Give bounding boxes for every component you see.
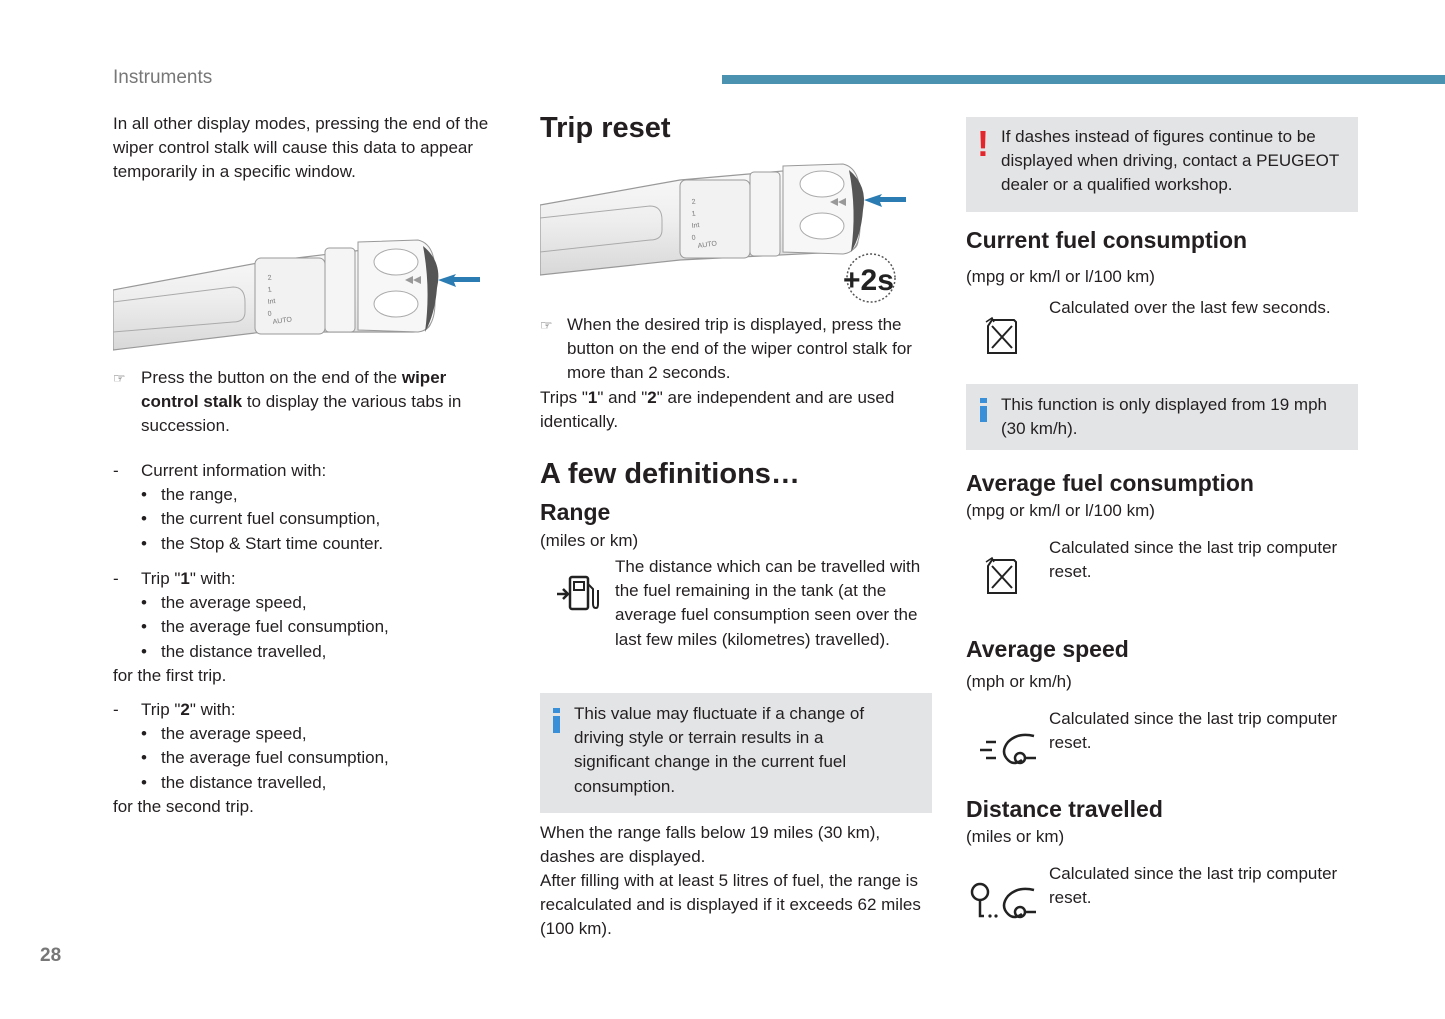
range-heading: Range <box>540 499 611 525</box>
hand-pointer-icon: ☞ <box>113 370 126 386</box>
current-fuel-units: (mpg or km/l or l/100 km) <box>966 267 1155 286</box>
distance-heading: Distance travelled <box>966 796 1163 822</box>
section-title: Instruments <box>113 67 213 88</box>
info-icon <box>553 708 560 713</box>
average-speed-heading: Average speed <box>966 636 1129 662</box>
distance-icon <box>968 880 1038 922</box>
range-description: The distance which can be travelled with the fuel remaining in the tank (at the average fuel consumption seen over the last few miles (kilometres) travelled). <box>615 557 921 649</box>
range-low-text: When the range falls below 19 miles (30 km), dashes are displayed. <box>540 823 881 867</box>
svg-text:1: 1 <box>267 286 273 294</box>
hand-pointer-icon: ☞ <box>540 317 553 333</box>
svg-text:Int: Int <box>691 221 700 230</box>
current-info-group: - Current information with: • the range, • the current fuel consumption, • the Stop & Start time counter. <box>113 461 384 553</box>
press-instruction: ☞ Press the button on the end of the wiper control stalk to display the various tabs in succession. <box>113 368 462 436</box>
current-fuel-description: Calculated over the last few seconds. <box>1049 298 1331 317</box>
svg-text:2: 2 <box>267 274 273 282</box>
svg-text:AUTO: AUTO <box>697 240 718 250</box>
average-speed-description: Calculated since the last trip computer reset. <box>1049 709 1338 753</box>
reset-instruction: ☞ When the desired trip is displayed, press the button on the end of the wiper control stalk for more than 2 seconds. <box>540 315 912 383</box>
average-fuel-units: (mpg or km/l or l/100 km) <box>966 501 1155 520</box>
warning-icon: ! <box>977 123 989 164</box>
info-note-box <box>540 693 932 813</box>
intro-paragraph: In all other display modes, pressing the end of the wiper control stalk will cause this data to appear temporarily in a specific window. <box>113 114 489 182</box>
average-fuel-heading: Average fuel consumption <box>966 470 1254 496</box>
svg-text:2: 2 <box>691 198 697 206</box>
definitions-heading: A few definitions… <box>540 458 800 490</box>
wiper-stalk-reset-illustration <box>540 160 915 310</box>
fuel-can-icon <box>984 556 1020 596</box>
speed-info-text: This function is only displayed from 19 mph (30 km/h). <box>1001 395 1327 439</box>
warning-note-text: If dashes instead of figures continue to be displayed when driving, contact a PEUGEOT dealer or a qualified workshop. <box>1001 127 1339 195</box>
svg-text:Int: Int <box>267 297 276 306</box>
two-second-badge: +2s <box>843 264 894 297</box>
svg-text:AUTO: AUTO <box>272 316 293 326</box>
range-units: (miles or km) <box>540 531 639 550</box>
svg-text:0: 0 <box>267 310 273 318</box>
distance-description: Calculated since the last trip computer reset. <box>1049 864 1338 908</box>
header-accent-bar <box>722 75 1445 84</box>
average-fuel-description: Calculated since the last trip computer reset. <box>1049 538 1338 582</box>
speedometer-icon <box>978 728 1038 768</box>
trips-independent-text: Trips "1" and "2" are independent and are used identically. <box>540 388 895 432</box>
info-note-text: This value may fluctuate if a change of driving style or terrain results in a significant change in the current fuel consumption. <box>574 704 865 796</box>
current-fuel-heading: Current fuel consumption <box>966 227 1248 253</box>
svg-text:1: 1 <box>691 210 697 218</box>
distance-units: (miles or km) <box>966 827 1065 846</box>
warning-note-box <box>966 117 1358 212</box>
fuel-can-icon <box>984 316 1020 356</box>
info-icon <box>980 398 987 403</box>
trip1-group: - Trip "1" with: • the average speed, • the average fuel consumption, • the distance travelled, for the first trip. <box>113 569 389 685</box>
trip-reset-heading: Trip reset <box>540 112 671 144</box>
range-refill-text: After filling with at least 5 litres of fuel, the range is recalculated and is displayed if it exceeds 62 miles (100 km). <box>540 871 921 939</box>
trip2-group: - Trip "2" with: • the average speed, • the average fuel consumption, • the distance travelled, for the second trip. <box>113 700 389 816</box>
average-speed-units: (mph or km/h) <box>966 672 1072 691</box>
fuel-pump-icon <box>555 572 601 614</box>
svg-text:0: 0 <box>691 234 697 242</box>
page-number: 28 <box>40 945 62 966</box>
wiper-stalk-illustration <box>113 232 493 357</box>
speed-info-box <box>966 384 1358 450</box>
